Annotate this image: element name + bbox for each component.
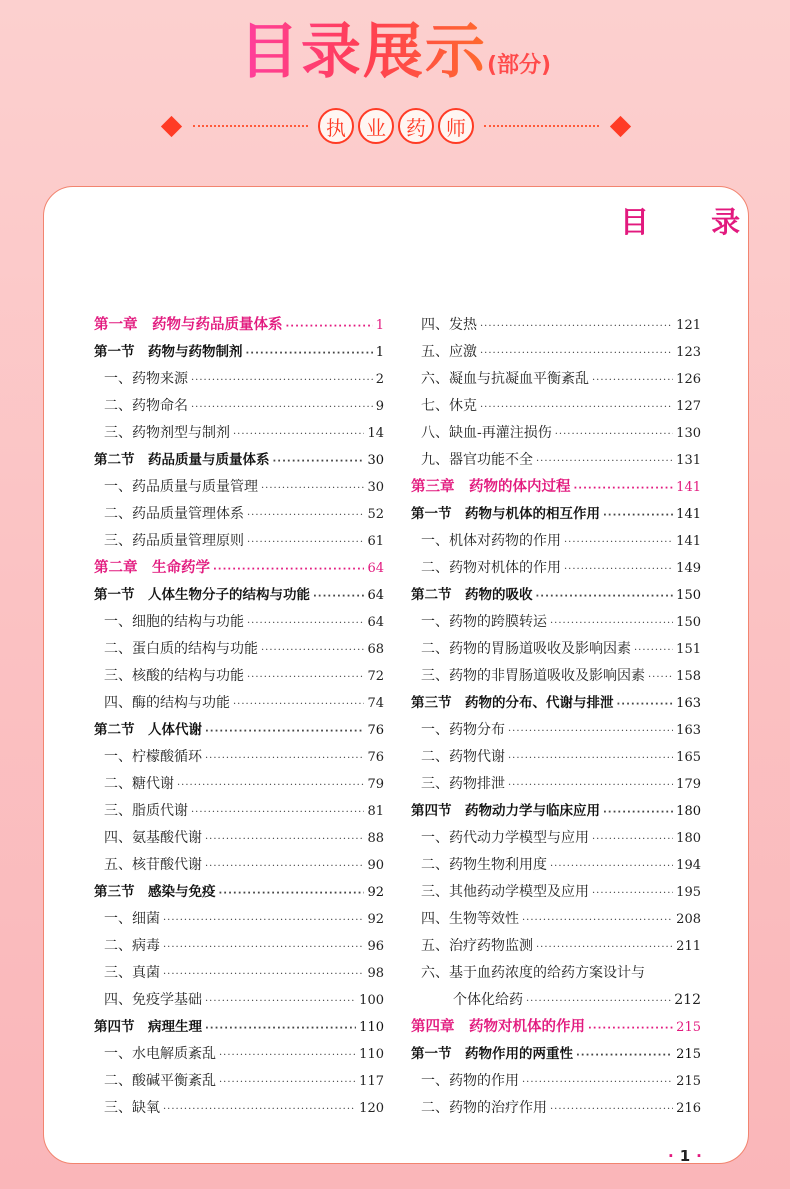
toc-entry-page: 81 <box>367 804 384 819</box>
toc-entry-item <box>411 852 701 879</box>
toc-entry-page: 52 <box>367 507 384 522</box>
toc-entry-label: 六、凝血与抗凝血平衡紊乱 <box>421 371 589 387</box>
toc-entry-page: 127 <box>676 399 701 414</box>
toc-entry-section <box>411 690 701 717</box>
toc-entry-label: 三、药品质量管理原则 <box>104 533 244 549</box>
toc-entry-item <box>94 744 384 771</box>
toc-entry-page: 215 <box>676 1074 701 1089</box>
toc-entry-page: 2 <box>375 372 384 387</box>
toc-entry-item <box>94 366 384 393</box>
dot-leader <box>205 853 364 880</box>
toc-entry-chapter <box>411 474 701 501</box>
toc-entry-item <box>94 933 384 960</box>
toc-entry-page: 163 <box>676 723 701 738</box>
dot-leader <box>261 475 364 502</box>
toc-entry-page: 141 <box>676 534 701 549</box>
dot-leader <box>648 664 673 691</box>
toc-entry-item <box>411 555 701 582</box>
footer-dot-right-icon: · <box>696 1147 702 1165</box>
dot-leader <box>219 1069 356 1096</box>
toc-entry-label: 七、休克 <box>421 398 477 414</box>
toc-entry-page: 68 <box>367 642 384 657</box>
dot-leader <box>177 772 364 799</box>
toc-entry-label: 五、核苷酸代谢 <box>104 857 202 873</box>
toc-entry-page: 1 <box>375 318 384 333</box>
toc-entry-label: 第一节 药物与机体的相互作用 <box>411 506 600 522</box>
toc-entry-label: 三、其他药动学模型及应用 <box>421 884 589 900</box>
dot-leader <box>592 880 673 907</box>
dot-leader <box>286 313 373 340</box>
toc-entry-item <box>94 636 384 663</box>
dot-leader <box>273 448 365 475</box>
subtitle-char-3: 药 <box>398 108 434 144</box>
toc-entry-item <box>94 906 384 933</box>
toc-entry-page: 158 <box>676 669 701 684</box>
dot-leader <box>219 880 365 907</box>
toc-entry-page: 79 <box>367 777 384 792</box>
dot-leader <box>564 556 673 583</box>
toc-entry-page: 149 <box>676 561 701 576</box>
toc-entry-item <box>411 663 701 690</box>
dot-leader <box>508 745 673 772</box>
dot-leader <box>522 907 673 934</box>
toc-entry-label: 一、药物的作用 <box>421 1073 519 1089</box>
dot-leader <box>163 961 364 988</box>
toc-entry-item <box>94 528 384 555</box>
toc-entry-label: 第四节 病理生理 <box>94 1019 202 1035</box>
toc-entry-item <box>411 906 701 933</box>
toc-entry-label: 一、药物来源 <box>104 371 188 387</box>
toc-entry-page: 100 <box>359 993 384 1008</box>
toc-entry-item <box>94 474 384 501</box>
toc-entry-label: 五、应激 <box>421 344 477 360</box>
dot-leader <box>233 421 364 448</box>
dot-leader <box>163 907 364 934</box>
toc-entry-label: 第二节 药物的吸收 <box>411 587 533 603</box>
toc-entry-label: 九、器官功能不全 <box>421 452 533 468</box>
toc-entry-section <box>411 582 701 609</box>
toc-entry-item <box>411 393 701 420</box>
dot-leader <box>576 1042 673 1069</box>
toc-left-column <box>94 312 384 1122</box>
toc-entry-chapter <box>94 312 384 339</box>
toc-entry-page: 126 <box>676 372 701 387</box>
toc-entry-item <box>94 663 384 690</box>
dot-leader <box>634 637 673 664</box>
dot-leader <box>191 799 364 826</box>
toc-entry-page: 64 <box>367 588 384 603</box>
toc-entry-item <box>94 852 384 879</box>
dot-leader <box>550 610 673 637</box>
toc-entry-label: 一、柠檬酸循环 <box>104 749 202 765</box>
toc-entry-page: 110 <box>359 1047 384 1062</box>
banner-title-main: 目录展示 <box>238 17 487 87</box>
toc-entry-page: 150 <box>676 615 701 630</box>
dot-leader <box>603 799 673 826</box>
toc-entry-item <box>411 933 701 960</box>
dot-leader <box>617 691 674 718</box>
toc-entry-page: 64 <box>367 561 384 576</box>
toc-entry-page: 74 <box>367 696 384 711</box>
toc-entry-section <box>94 1014 384 1041</box>
toc-entry-page: 30 <box>367 480 384 495</box>
toc-entry-label: 二、药物对机体的作用 <box>421 560 561 576</box>
toc-entry-item <box>411 825 701 852</box>
dot-leader <box>205 718 364 745</box>
toc-entry-page: 98 <box>367 966 384 981</box>
toc-entry-item <box>94 987 384 1014</box>
toc-entry-page: 216 <box>676 1101 701 1116</box>
toc-entry-label: 四、发热 <box>421 317 477 333</box>
toc-entry-section <box>94 879 384 906</box>
toc-entry-label: 四、生物等效性 <box>421 911 519 927</box>
toc-right-column <box>411 312 701 1122</box>
toc-entry-item <box>94 1068 384 1095</box>
toc-entry-page: 123 <box>676 345 701 360</box>
dot-leader <box>536 583 674 610</box>
toc-entry-label: 二、蛋白质的结构与功能 <box>104 641 258 657</box>
dot-leader <box>261 637 364 664</box>
toc-entry-page: 215 <box>676 1020 701 1035</box>
toc-entry-page: 194 <box>676 858 701 873</box>
toc-entry-cont <box>411 987 701 1014</box>
toc-entry-page: 117 <box>359 1074 384 1089</box>
toc-entry-section <box>411 798 701 825</box>
toc-entry-label: 第一章 药物与药品质量体系 <box>94 317 283 333</box>
toc-entry-page: 14 <box>367 426 384 441</box>
toc-entry-label: 四、酶的结构与功能 <box>104 695 230 711</box>
toc-entry-item <box>94 1041 384 1068</box>
toc-entry-item <box>411 528 701 555</box>
dot-leader <box>247 610 364 637</box>
toc-entry-page: 163 <box>676 696 701 711</box>
toc-entry-section <box>94 582 384 609</box>
dot-leader <box>247 664 364 691</box>
diamond-right-icon <box>610 115 631 136</box>
dot-leader <box>555 421 673 448</box>
dot-leader <box>205 826 364 853</box>
page-number: 1 <box>679 1147 691 1165</box>
toc-entry-label: 三、药物的非胃肠道吸收及影响因素 <box>421 668 645 684</box>
toc-entry-label: 第三章 药物的体内过程 <box>411 479 571 495</box>
toc-entry-page: 179 <box>676 777 701 792</box>
toc-entry-page: 211 <box>676 939 701 954</box>
toc-entry-label: 一、药物的跨膜转运 <box>421 614 547 630</box>
toc-entry-label: 第二章 生命药学 <box>94 560 210 576</box>
toc-entry-page: 1 <box>375 345 384 360</box>
dot-leader <box>219 1042 356 1069</box>
dot-leader <box>205 1015 356 1042</box>
toc-entry-label: 第一节 人体生物分子的结构与功能 <box>94 587 310 603</box>
toc-entry-label: 第二节 人体代谢 <box>94 722 202 738</box>
dot-leader <box>213 556 364 583</box>
dot-leader <box>508 772 673 799</box>
dot-leader <box>191 394 373 421</box>
dot-leader <box>550 853 673 880</box>
dot-leader <box>592 826 673 853</box>
toc-entry-label: 二、药物代谢 <box>421 749 505 765</box>
toc-entry-label: 一、水电解质紊乱 <box>104 1046 216 1062</box>
toc-entry-label: 第二节 药品质量与质量体系 <box>94 452 270 468</box>
toc-entry-label: 三、真菌 <box>104 965 160 981</box>
dot-leader <box>508 718 673 745</box>
toc-entry-item <box>94 798 384 825</box>
dot-leader <box>163 934 364 961</box>
dot-leader <box>247 529 364 556</box>
toc-entry-page: 141 <box>676 507 701 522</box>
dot-leader <box>574 475 674 502</box>
subtitle-circles <box>318 108 474 144</box>
toc-entry-label: 二、病毒 <box>104 938 160 954</box>
toc-entry-page: 61 <box>367 534 384 549</box>
toc-entry-item <box>411 717 701 744</box>
toc-entry-item <box>411 312 701 339</box>
toc-entry-label: 二、药品质量管理体系 <box>104 506 244 522</box>
toc-entry-page: 96 <box>367 939 384 954</box>
toc-entry-item <box>411 744 701 771</box>
toc-entry-wrap <box>411 960 701 987</box>
toc-entry-page: 212 <box>674 992 701 1008</box>
toc-entry-label: 一、机体对药物的作用 <box>421 533 561 549</box>
toc-entry-page: 141 <box>676 480 701 495</box>
toc-entry-label: 一、细胞的结构与功能 <box>104 614 244 630</box>
toc-entry-label: 一、药代动力学模型与应用 <box>421 830 589 846</box>
dotted-divider-left <box>193 125 308 127</box>
dot-leader <box>592 367 673 394</box>
toc-entry-label: 个体化给药 <box>453 992 523 1008</box>
dot-leader <box>603 502 673 529</box>
toc-entry-page: 180 <box>676 831 701 846</box>
toc-entry-label: 一、药物分布 <box>421 722 505 738</box>
footer-dot-left-icon: · <box>668 1147 674 1165</box>
toc-entry-label: 二、药物生物利用度 <box>421 857 547 873</box>
toc-entry-page: 131 <box>676 453 701 468</box>
toc-entry-label: 三、缺氧 <box>104 1100 160 1116</box>
toc-entry-page: 120 <box>359 1101 384 1116</box>
toc-entry-page: 121 <box>676 318 701 333</box>
toc-entry-label: 一、药品质量与质量管理 <box>104 479 258 495</box>
toc-entry-label: 第四节 药物动力学与临床应用 <box>411 803 600 819</box>
dot-leader <box>247 502 364 529</box>
toc-heading: 目 录 <box>620 205 767 239</box>
toc-entry-label: 六、基于血药浓度的给药方案设计与 <box>421 965 645 981</box>
toc-entry-item <box>411 420 701 447</box>
toc-entry-page: 76 <box>367 750 384 765</box>
dotted-divider-right <box>484 125 599 127</box>
toc-entry-page: 130 <box>676 426 701 441</box>
toc-entry-page: 9 <box>375 399 384 414</box>
toc-entry-label: 四、氨基酸代谢 <box>104 830 202 846</box>
toc-entry-page: 195 <box>676 885 701 900</box>
toc-entry-item <box>411 879 701 906</box>
dot-leader <box>480 313 673 340</box>
dot-leader <box>480 394 673 421</box>
toc-entry-section <box>94 339 384 366</box>
dot-leader <box>233 691 364 718</box>
dot-leader <box>536 934 673 961</box>
toc-entry-label: 八、缺血-再灌注损伤 <box>421 425 552 441</box>
dot-leader <box>480 340 673 367</box>
toc-entry-item <box>94 420 384 447</box>
toc-entry-item <box>411 609 701 636</box>
toc-entry-page: 92 <box>367 912 384 927</box>
toc-entry-label: 二、药物的胃肠道吸收及影响因素 <box>421 641 631 657</box>
toc-entry-item <box>411 771 701 798</box>
diamond-left-icon <box>161 115 182 136</box>
toc-entry-item <box>94 690 384 717</box>
toc-entry-page: 180 <box>676 804 701 819</box>
toc-entry-label: 三、药物剂型与制剂 <box>104 425 230 441</box>
toc-entry-item <box>411 1068 701 1095</box>
toc-entry-page: 208 <box>676 912 701 927</box>
toc-entry-item <box>411 339 701 366</box>
dot-leader <box>205 745 364 772</box>
toc-entry-page: 151 <box>676 642 701 657</box>
banner-title-suffix: (部分) <box>486 53 552 78</box>
toc-entry-label: 第四章 药物对机体的作用 <box>411 1019 585 1035</box>
dot-leader <box>526 988 671 1015</box>
toc-entry-label: 三、药物排泄 <box>421 776 505 792</box>
toc-entry-section <box>94 447 384 474</box>
dot-leader <box>522 1069 673 1096</box>
dot-leader <box>163 1096 356 1123</box>
toc-entry-label: 第三节 药物的分布、代谢与排泄 <box>411 695 614 711</box>
dot-leader <box>191 367 373 394</box>
toc-entry-section <box>411 501 701 528</box>
toc-entry-item <box>94 771 384 798</box>
toc-entry-label: 三、核酸的结构与功能 <box>104 668 244 684</box>
toc-entry-label: 一、细菌 <box>104 911 160 927</box>
subtitle-char-2: 业 <box>358 108 394 144</box>
toc-entry-page: 110 <box>359 1020 384 1035</box>
toc-entry-label: 二、糖代谢 <box>104 776 174 792</box>
toc-entry-page: 165 <box>676 750 701 765</box>
toc-entry-label: 第三节 感染与免疫 <box>94 884 216 900</box>
toc-entry-label: 二、药物的治疗作用 <box>421 1100 547 1116</box>
toc-entry-label: 五、治疗药物监测 <box>421 938 533 954</box>
toc-entry-item <box>94 609 384 636</box>
toc-entry-chapter <box>411 1014 701 1041</box>
toc-entry-item <box>411 447 701 474</box>
page-footer <box>662 1147 708 1165</box>
dot-leader <box>588 1015 673 1042</box>
dot-leader <box>313 583 364 610</box>
subtitle-char-4: 师 <box>438 108 474 144</box>
toc-entry-label: 三、脂质代谢 <box>104 803 188 819</box>
toc-entry-page: 64 <box>367 615 384 630</box>
dot-leader <box>205 988 356 1015</box>
toc-entry-label: 第一节 药物与药物制剂 <box>94 344 243 360</box>
toc-entry-page: 76 <box>367 723 384 738</box>
toc-entry-item <box>94 501 384 528</box>
subtitle-row <box>160 104 632 148</box>
toc-entry-page: 215 <box>676 1047 701 1062</box>
dot-leader <box>536 448 673 475</box>
toc-entry-item <box>411 636 701 663</box>
toc-entry-section <box>94 717 384 744</box>
toc-entry-item <box>94 960 384 987</box>
toc-entry-section <box>411 1041 701 1068</box>
toc-entry-item <box>411 366 701 393</box>
toc-entry-page: 30 <box>367 453 384 468</box>
toc-entry-chapter <box>94 555 384 582</box>
dot-leader <box>564 529 673 556</box>
toc-entry-item <box>94 1095 384 1122</box>
toc-entry-item <box>94 825 384 852</box>
toc-entry-item <box>94 393 384 420</box>
toc-entry-page: 88 <box>367 831 384 846</box>
toc-entry-page: 150 <box>676 588 701 603</box>
toc-entry-label: 二、酸碱平衡紊乱 <box>104 1073 216 1089</box>
toc-entry-label: 四、免疫学基础 <box>104 992 202 1008</box>
banner-title <box>0 17 790 87</box>
toc-entry-label: 第一节 药物作用的两重性 <box>411 1046 573 1062</box>
toc-entry-page: 90 <box>367 858 384 873</box>
toc-entry-page: 72 <box>367 669 384 684</box>
subtitle-char-1: 执 <box>318 108 354 144</box>
toc-entry-item <box>411 1095 701 1122</box>
toc-entry-label: 二、药物命名 <box>104 398 188 414</box>
dot-leader <box>550 1096 673 1123</box>
toc-entry-page: 92 <box>367 885 384 900</box>
dot-leader <box>246 340 373 367</box>
